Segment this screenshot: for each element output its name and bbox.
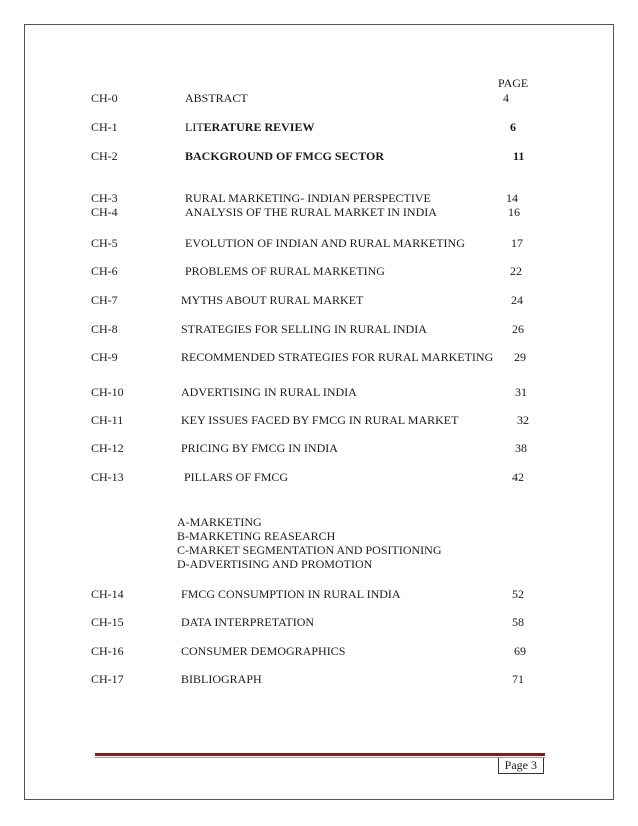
toc-chapter: CH-1 <box>91 120 118 134</box>
toc-page: 16 <box>508 205 520 219</box>
pillar-item: B-MARKETING REASEARCH <box>177 529 336 543</box>
toc-page: 24 <box>511 293 523 307</box>
toc-page: 58 <box>512 615 524 629</box>
toc-chapter: CH-3 <box>91 191 118 205</box>
toc-chapter: CH-14 <box>91 587 124 601</box>
toc-page: 6 <box>510 120 516 134</box>
toc-title: KEY ISSUES FACED BY FMCG IN RURAL MARKET <box>181 413 459 427</box>
toc-chapter: CH-2 <box>91 149 118 163</box>
toc-chapter: CH-11 <box>91 413 124 427</box>
toc-chapter: CH-6 <box>91 264 118 278</box>
page-number: Page 3 <box>498 758 544 774</box>
toc-page: 17 <box>511 236 523 250</box>
toc-title: PRICING BY FMCG IN INDIA <box>181 441 338 455</box>
toc-title: MYTHS ABOUT RURAL MARKET <box>181 293 364 307</box>
toc-chapter: CH-4 <box>91 205 118 219</box>
toc-title: ABSTRACT <box>185 91 248 105</box>
toc-title: BIBLIOGRAPH <box>181 672 262 686</box>
toc-page: 29 <box>514 350 526 364</box>
toc-title: PROBLEMS OF RURAL MARKETING <box>185 264 385 278</box>
toc-title <box>185 120 314 134</box>
toc-chapter: CH-8 <box>91 322 118 336</box>
pillar-item: C-MARKET SEGMENTATION AND POSITIONING <box>177 543 442 557</box>
toc-page: 42 <box>512 470 524 484</box>
toc-page: 22 <box>510 264 522 278</box>
pillar-item: D-ADVERTISING AND PROMOTION <box>177 557 373 571</box>
toc-title: EVOLUTION OF INDIAN AND RURAL MARKETING <box>185 236 465 250</box>
toc-chapter: CH-15 <box>91 615 124 629</box>
toc-page: 11 <box>513 149 525 163</box>
toc-title: STRATEGIES FOR SELLING IN RURAL INDIA <box>181 322 427 336</box>
footer-rule <box>95 753 545 756</box>
toc-page: 71 <box>512 672 524 686</box>
toc-page: 31 <box>515 385 527 399</box>
toc-chapter: CH-0 <box>91 91 118 105</box>
toc-title: RURAL MARKETING- INDIAN PERSPECTIVE <box>185 191 431 205</box>
toc-chapter: CH-16 <box>91 644 124 658</box>
toc-page: 26 <box>512 322 524 336</box>
page-column-header: PAGE <box>498 76 529 90</box>
footer-rule-thin <box>95 757 545 758</box>
toc-chapter: CH-17 <box>91 672 124 686</box>
toc-title: BACKGROUND OF FMCG SECTOR <box>185 149 385 163</box>
toc-chapter: CH-13 <box>91 470 124 484</box>
toc-chapter: CH-12 <box>91 441 124 455</box>
toc-page: 38 <box>515 441 527 455</box>
toc-title: ANALYSIS OF THE RURAL MARKET IN INDIA <box>185 205 437 219</box>
toc-title: DATA INTERPRETATION <box>181 615 315 629</box>
toc-title: FMCG CONSUMPTION IN RURAL INDIA <box>181 587 401 601</box>
toc-title: PILLARS OF FMCG <box>184 470 289 484</box>
toc-page: 52 <box>512 587 524 601</box>
toc-page: 69 <box>514 644 526 658</box>
toc-page: 32 <box>517 413 529 427</box>
toc-page: 14 <box>506 191 518 205</box>
toc-title-bold: ERATURE REVIEW <box>203 120 315 134</box>
toc-page: 4 <box>503 91 509 105</box>
toc-chapter: CH-7 <box>91 293 118 307</box>
toc-title-prefix: LIT <box>185 120 204 134</box>
toc-title: ADVERTISING IN RURAL INDIA <box>181 385 357 399</box>
toc-title: RECOMMENDED STRATEGIES FOR RURAL MARKETING <box>181 350 494 364</box>
toc-chapter: CH-10 <box>91 385 124 399</box>
toc-chapter: CH-5 <box>91 236 118 250</box>
pillar-item: A-MARKETING <box>177 515 262 529</box>
toc-chapter: CH-9 <box>91 350 118 364</box>
toc-title: CONSUMER DEMOGRAPHICS <box>181 644 346 658</box>
